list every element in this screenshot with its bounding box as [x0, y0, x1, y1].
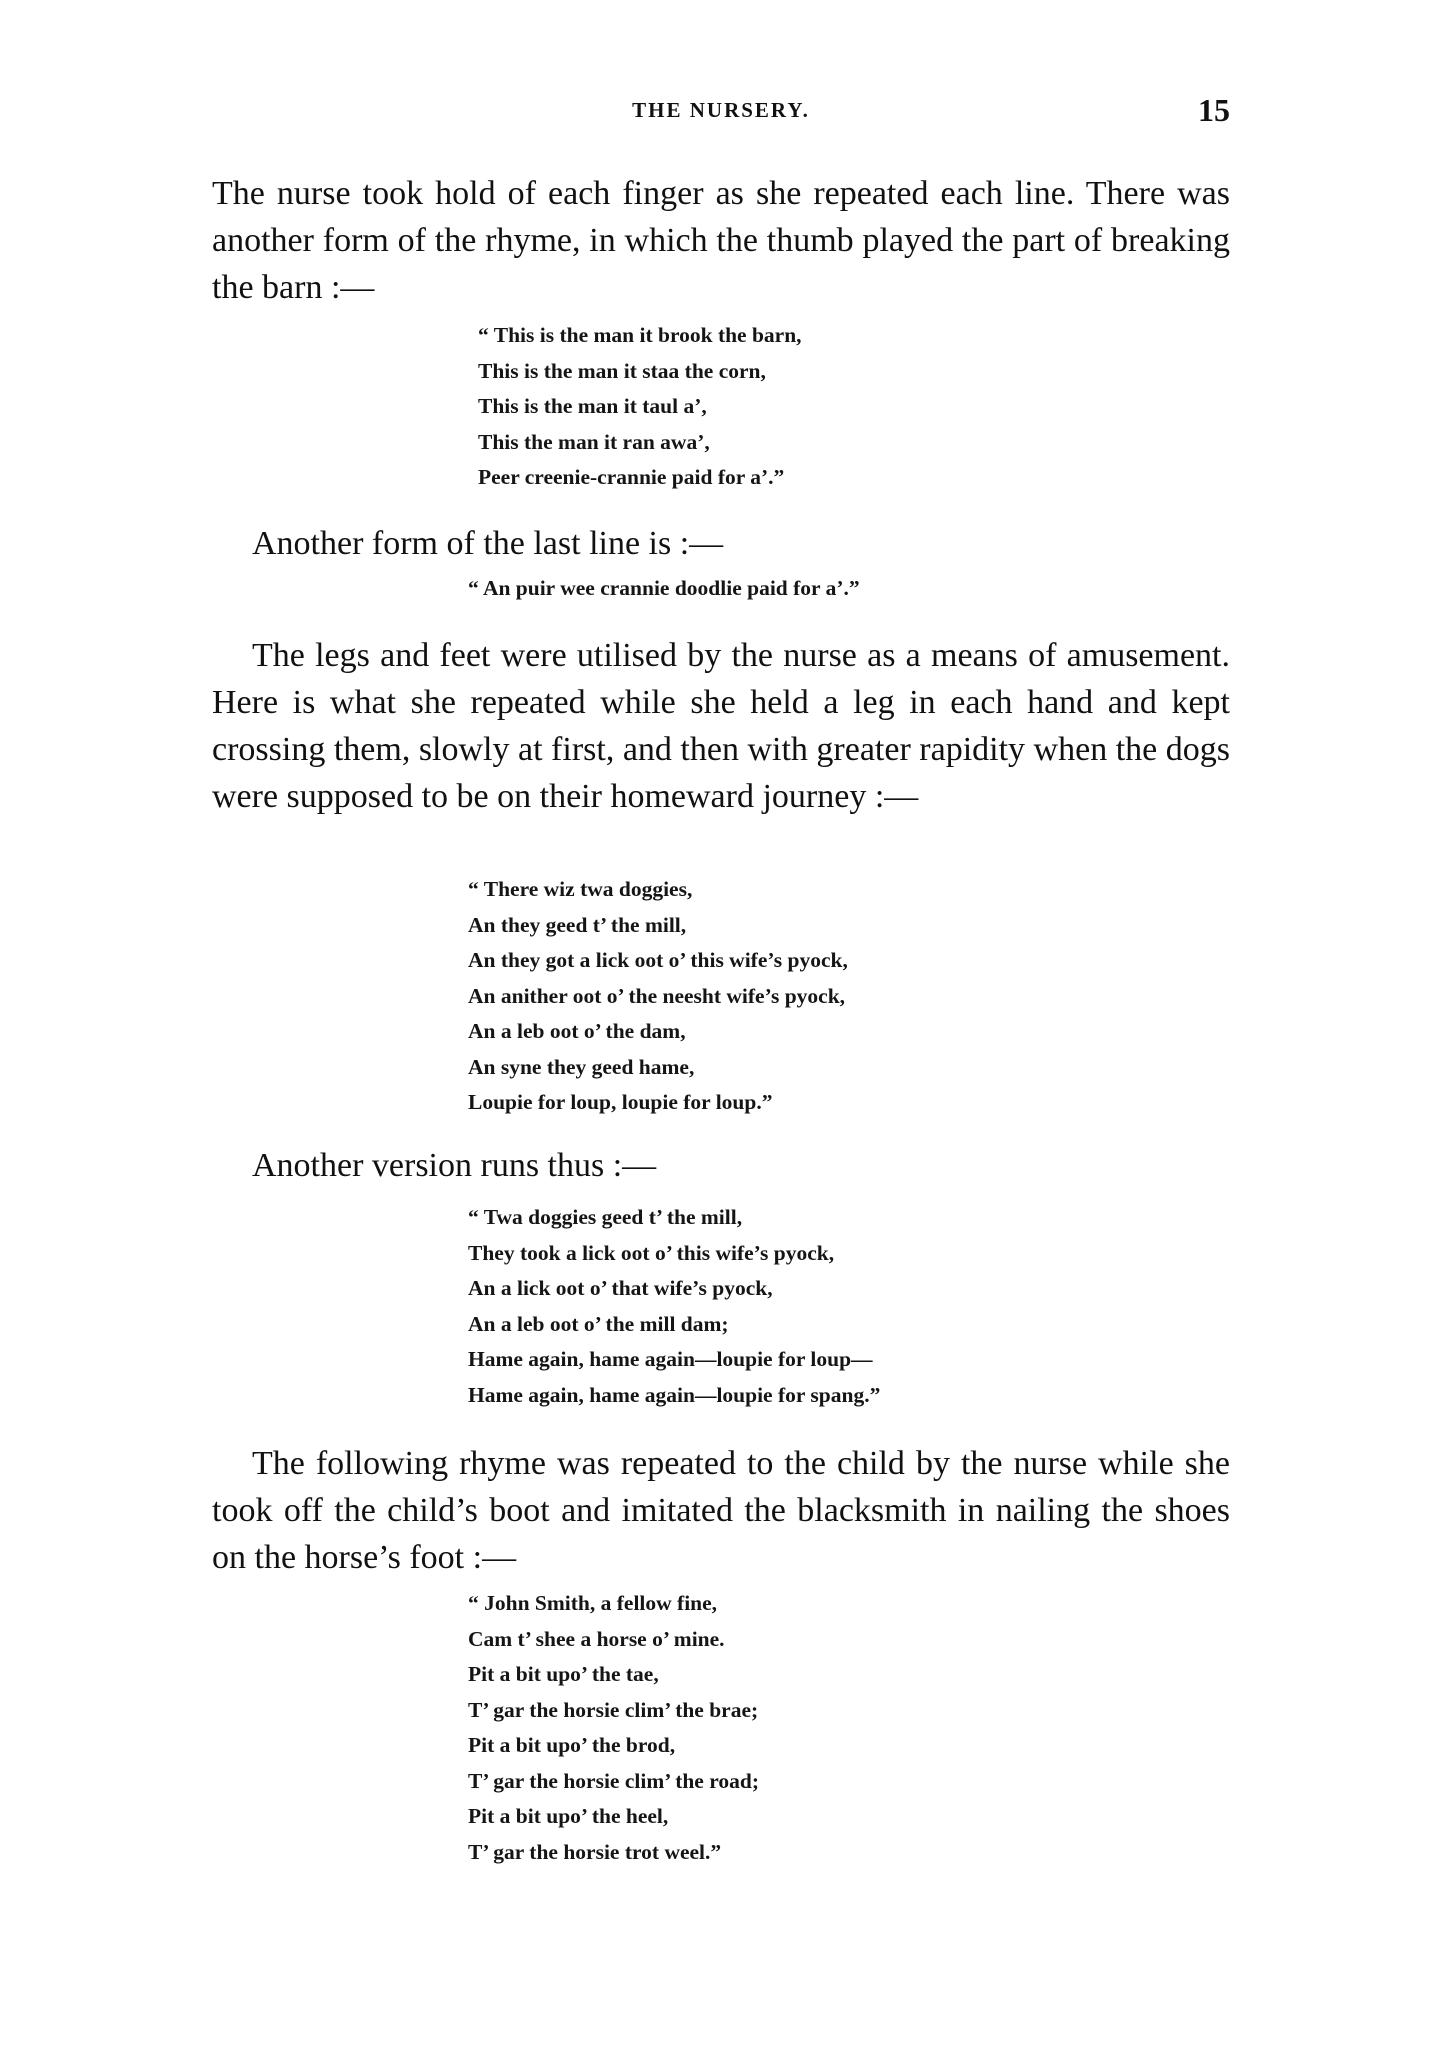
paragraph-legs-and-feet	[212, 632, 1230, 820]
verse-line: Pit a bit upo’ the heel,	[468, 1804, 669, 1828]
verse-line: An a leb oot o’ the mill dam;	[468, 1311, 729, 1336]
paragraph-text: The nurse took hold of each finger as she repeated each line. There was another form of the rhyme, in which the thumb played the part of breaking the barn :—	[212, 175, 1230, 306]
verse-line: An a leb oot o’ the dam,	[468, 1019, 686, 1043]
verse-line: “ Twa doggies geed t’ the mill,	[468, 1205, 743, 1229]
verse-line: “ There wiz twa doggies,	[468, 877, 693, 901]
verse-line: Pit a bit upo’ the brod,	[468, 1733, 676, 1757]
verse-line: An syne they geed hame,	[468, 1054, 695, 1079]
verse-alternate-line	[468, 571, 860, 607]
verse-line: An anither oot o’ the neesht wife’s pyock,	[468, 983, 846, 1008]
paragraph-text: The legs and feet were utilised by the nurse as a means of amusement. Here is what she repeated while she held a leg in each hand and kept crossing them, slowly at first, and then with greater rapidity when the dogs were supposed to be on their homeward journey :—	[212, 637, 1230, 815]
paragraph-text: The following rhyme was repeated to the child by the nurse while she took off the child’s boot and imitated the blacksmith in nailing the shoes on the horse’s foot :—	[212, 1445, 1230, 1576]
verse-barn-rhyme	[478, 318, 802, 496]
verse-line: An they got a lick oot o’ this wife’s pyock,	[468, 948, 848, 972]
page-number: 15	[1198, 92, 1230, 128]
paragraph-text: Another version runs thus :—	[252, 1147, 657, 1184]
paragraph-last-line-form	[212, 520, 1230, 567]
page-header	[212, 92, 1230, 132]
verse-line: Pit a bit upo’ the tae,	[468, 1662, 659, 1686]
verse-line: This is the man it staa the corn,	[478, 358, 766, 383]
verse-line: “ An puir wee crannie doodlie paid for a’.”	[468, 576, 860, 600]
paragraph-another-version	[212, 1142, 1230, 1189]
verse-line: Cam t’ shee a horse o’ mine.	[468, 1626, 725, 1651]
verse-line: T’ gar the horsie clim’ the road;	[468, 1768, 759, 1793]
verse-line: This is the man it taul a’,	[478, 394, 707, 418]
verse-twa-doggies-version	[468, 1200, 880, 1413]
verse-line: Hame again, hame again—loupie for spang.”	[468, 1382, 881, 1407]
paragraph-text: Another form of the last line is :—	[252, 525, 724, 562]
verse-line: An they geed t’ the mill,	[468, 912, 687, 937]
verse-line: “ This is the man it brook the barn,	[478, 323, 802, 347]
verse-line: T’ gar the horsie clim’ the brae;	[468, 1697, 759, 1722]
verse-line: Hame again, hame again—loupie for loup—	[468, 1347, 873, 1371]
paragraph-blacksmith	[212, 1440, 1230, 1581]
verse-line: An a lick oot o’ that wife’s pyock,	[468, 1276, 773, 1300]
running-title: THE NURSERY.	[632, 98, 810, 122]
verse-john-smith	[468, 1586, 759, 1870]
verse-line: “ John Smith, a fellow fine,	[468, 1591, 718, 1615]
verse-line: Peer creenie-crannie paid for a’.”	[478, 465, 785, 489]
verse-twa-doggies	[468, 872, 848, 1121]
verse-line: This the man it ran awa’,	[478, 429, 710, 454]
verse-line: T’ gar the horsie trot weel.”	[468, 1839, 722, 1864]
paragraph-finger-rhyme	[212, 170, 1230, 311]
verse-line: Loupie for loup, loupie for loup.”	[468, 1090, 773, 1114]
verse-line: They took a lick oot o’ this wife’s pyock,	[468, 1240, 835, 1265]
